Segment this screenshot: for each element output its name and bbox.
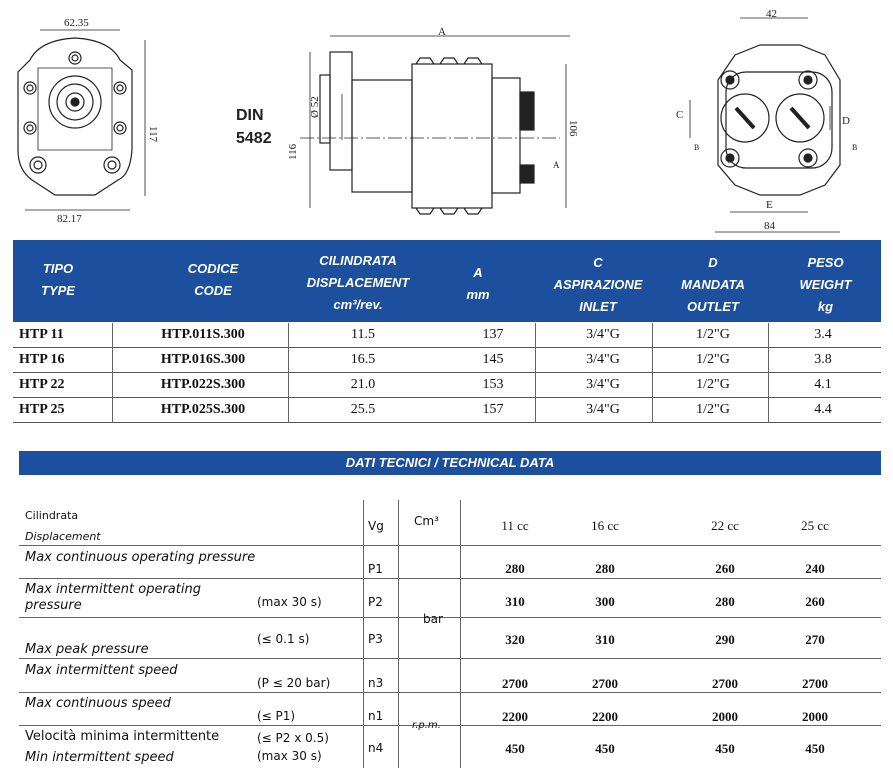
side-view-drawing — [300, 36, 570, 214]
table-row: Max intermittent operating pressure (max 30 s) P2 310 300 280 260 — [19, 579, 881, 618]
tech-head-label: Cilindrata — [25, 509, 79, 522]
table-divider — [652, 323, 653, 423]
shaft-diameter-dim: Ø 52 — [309, 96, 321, 118]
column-11cc: 11 cc — [501, 518, 529, 533]
table-divider — [460, 500, 461, 768]
unit-rpm: r.p.m. — [412, 720, 441, 731]
header-length: A mm — [466, 265, 490, 302]
outlet-dim-label: D — [842, 115, 850, 127]
table-divider — [363, 500, 364, 768]
table-row: Max intermittent speed (P ≤ 20 bar) n3 2700 2700 2700 2700 — [19, 659, 881, 693]
front-view-drawing — [18, 30, 145, 210]
table-row: HTP 11 HTP.011S.300 11.5 137 3/4"G 1/2"G 3.4 — [13, 323, 881, 348]
header-type: TIPO TYPE — [41, 261, 75, 298]
table-row: HTP 16 HTP.016S.300 16.5 145 3/4"G 1/2"G 3.8 — [13, 348, 881, 373]
table-row: Max continuous operating pressure P1 280 280 260 240 — [19, 546, 881, 579]
tech-head-label2: Displacement — [25, 530, 101, 543]
rear-view-top-dim: 42 — [766, 8, 777, 20]
din-label-line2: 5482 — [236, 130, 272, 147]
side-view-right-dim: 106 — [567, 120, 579, 137]
front-view-height-dim: 117 — [147, 126, 159, 143]
technical-data-banner: DATI TECNICI / TECHNICAL DATA — [19, 451, 881, 475]
header-outlet: D MANDATA OUTLET — [681, 255, 745, 314]
table-row: Max continuous speed (≤ P1) n1 2200 2200 2000 2000 — [19, 693, 881, 726]
table-row: Max peak pressure (≤ 0.1 s) P3 320 310 290 270 — [19, 618, 881, 659]
side-view-height-dim: 116 — [287, 143, 299, 160]
table-divider — [768, 323, 769, 423]
table-divider — [398, 500, 399, 768]
section-b-left: B — [694, 143, 700, 152]
inlet-dim-label: C — [676, 109, 684, 121]
table-row: HTP 22 HTP.022S.300 21.0 153 3/4"G 1/2"G 4.1 — [13, 373, 881, 398]
column-22cc: 22 cc — [711, 518, 739, 533]
unit-bar: bar — [423, 612, 443, 626]
table-row: Velocità minima intermittente Min intermittent speed (≤ P2 x 0.5) (max 30 s) n4 450 450 450 450 — [25, 729, 825, 765]
section-b-right: B — [852, 143, 858, 152]
rear-view-e-dim: E — [766, 199, 773, 211]
rear-view-bottom-dim: 84 — [764, 220, 775, 232]
side-view-length-dim: A — [438, 26, 446, 38]
header-code: CODICE CODE — [187, 261, 239, 298]
tech-head-symbol: Vg — [368, 519, 384, 533]
column-25cc: 25 cc — [801, 518, 829, 533]
din-standard-label — [236, 104, 272, 150]
rear-view-drawing — [690, 18, 840, 232]
header-displacement: CILINDRATA DISPLACEMENT cm³/rev. — [306, 253, 410, 312]
tech-head-row — [19, 500, 881, 546]
front-view-width-dim: 62.35 — [64, 17, 89, 29]
models-table-header — [13, 240, 881, 322]
table-divider — [535, 323, 536, 423]
table-row: HTP 25 HTP.025S.300 25.5 157 3/4"G 1/2"G 4.4 — [13, 398, 881, 423]
table-divider — [288, 323, 289, 423]
tech-head-unit: Cm³ — [414, 514, 439, 528]
column-16cc: 16 cc — [591, 518, 619, 533]
technical-drawing — [0, 0, 893, 238]
table-divider — [112, 323, 113, 423]
section-arrow-label: A — [553, 160, 560, 170]
front-view-bottom-dim: 82.17 — [57, 213, 82, 225]
din-label-line1: DIN — [236, 107, 264, 124]
header-inlet: C ASPIRAZIONE INLET — [553, 255, 643, 314]
header-weight: PESO WEIGHT kg — [799, 255, 852, 314]
